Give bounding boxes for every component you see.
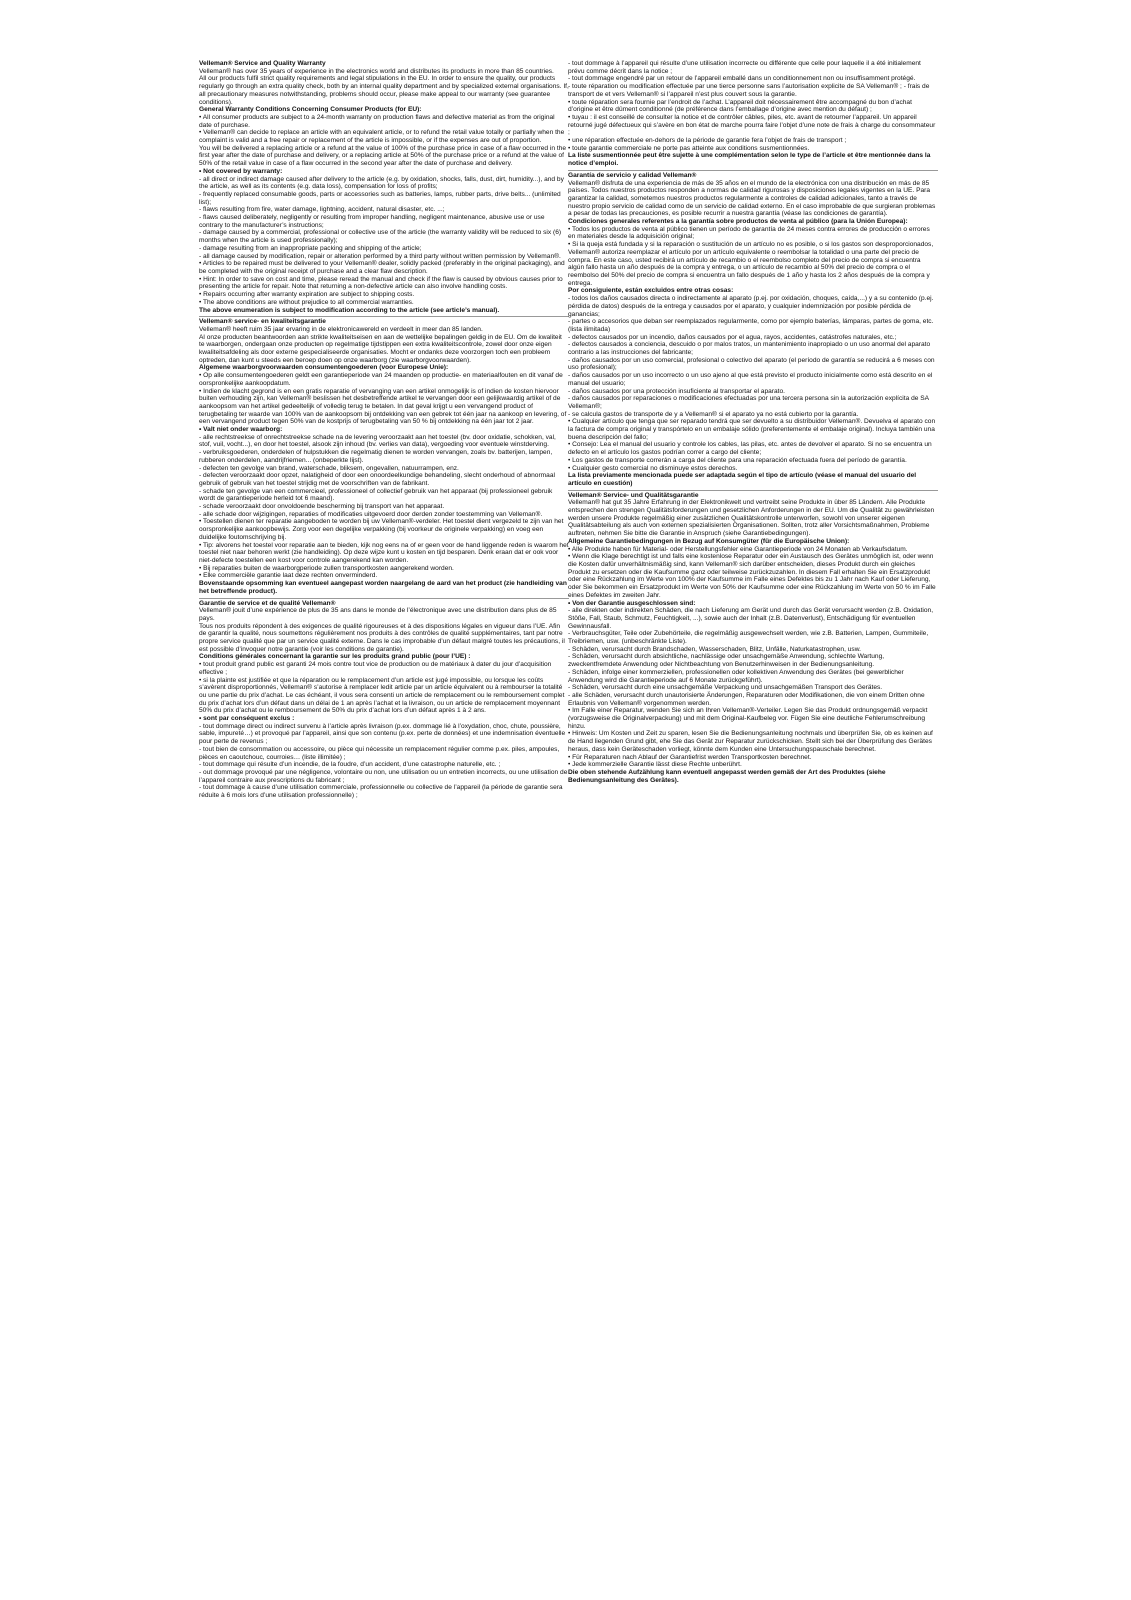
paragraph: - partes o accesorios que deban ser reemplazados regularmente, como por ejemplo baterías, lámparas, partes de goma, etc. (lista ilimitada) (568, 318, 934, 333)
warranty-section (568, 60, 938, 168)
paragraph: - Verbrauchsgüter, Teile oder Zubehörteile, die regelmäßig ausgewechselt werden, wie z.B. Batterien, Lampen, Gummiteile, Treibriemen, usw. (unbeschränkte Liste). (568, 630, 929, 646)
paragraph: - all direct or indirect damage caused after delivery to the article (e.g. by oxidation, shocks, falls, dust, dirt, humidity...), and by the article, as well as its contents (e.g. data loss), compensation for loss of profits; (199, 175, 564, 191)
paragraph: Velleman® disfruta de una experiencia de más de 35 años en el mundo de la electrónica con una distribución en más de 85 países. Todos nuestros productos responden a normas de calidad rigurosas y disposiciones legales vigentes en la UE. Para garantizar la calidad, sometemos nuestros productos regularmente a controles de calidad adicionales, tanto a través de nuestro propio servicio de calidad como de un servicio de calidad externo. En el caso improbable de que surgieran problemas a pesar de todas las precauciones, es posible recurrir a nuestra garantía (véase las condiciones de garantía). (568, 179, 936, 218)
paragraph: • Tip: alvorens het toestel voor reparatie aan te bieden, kijk nog eens na of er geen voor de hand liggende reden is waarom het toestel niet naar behoren werkt (zie handleiding). Op deze wijze kunt u kosten en tijd besparen. Denk eraan dat er ook voor niet-defecte toestellen een kost voor controle aangerekend kan worden. (199, 541, 569, 564)
paragraph: - damage resulting from an inappropriate packing and shipping of the article; (199, 244, 422, 252)
paragraph: • The above conditions are without prejudice to all commercial warranties. (199, 298, 414, 306)
paragraph: - tout dommage direct ou indirect survenu à l’article après livraison (p.ex. dommage lié à l’oxydation, choc, chute, poussière, sable, impureté…) et provoqué par l’appareil, ainsi que son contenu (p.ex. perte de données) et une indemnisation éventuelle pour perte de revenus ; (199, 722, 566, 746)
section-title: Velleman® Service and Quality Warranty (199, 60, 326, 67)
paragraph: All our products fulfil strict quality requirements and legal stipulations in the EU. In order to ensure the quality, our products regularly go through an extra quality check, both by an internal quality department and by specialized external organisations. If, all precautionary measures notwithstanding, problems should occur, please make appeal to our warranty (see guarantee conditions). (199, 75, 569, 106)
section-title: Velleman® service- en kwaliteitsgarantie (199, 318, 326, 326)
bold-paragraph: Algemene waarborgvoorwaarden consumentengoederen (voor Europese Unie): (199, 364, 449, 372)
paragraph: - tout dommage qui résulte d’un incendie, de la foudre, d’un accident, d’une catastrophe naturelle, etc. ; (199, 761, 501, 769)
paragraph: - tout dommage à l’appareil qui résulte d’une utilisation incorrecte ou différente que celle pour laquelle il a été initialement prévu comme décrit dans la notice ; (568, 60, 921, 75)
paragraph: • Cualquier gesto comercial no disminuye estos derechos. (568, 464, 738, 472)
paragraph: • Repairs occurring after warranty expiration are subject to shipping costs. (199, 291, 415, 299)
paragraph: • Elke commerciële garantie laat deze rechten onverminderd. (199, 572, 378, 580)
paragraph: • Für Reparaturen nach Ablauf der Garantiefrist werden Transportkosten berechnet. (568, 753, 812, 761)
paragraph: • Articles to be repaired must be delivered to your Velleman® dealer, solidly packed (preferably in the original packaging), and be completed with the original receipt of purchase and a clear flaw description. (199, 260, 565, 275)
paragraph: - defectos causados a conciencia, descuido o por malos tratos, un mantenimiento inapropiado o un uso anormal del aparato contrario a las instrucciones del fabricante; (568, 341, 931, 357)
paragraph: • Cualquier artículo que tenga que ser reparado tendrá que ser devuelto a su distribuidor Velleman®. Devuelva el aparato con la factura de compra original y transpórtelo en un embalaje sólido (preferentemente el embalaje original). Incluya también una buena descripción del fallo; (568, 418, 936, 441)
paragraph: - all damage caused by modification, repair or alteration performed by a third party without written permission by Velleman®. (199, 252, 561, 260)
paragraph: - verbruiksgoederen, onderdelen of hulpstukken die regelmatig dienen te worden vervangen, zoals bv. batterijen, lampen, rubberen onderdelen, aandrijfriemen... (onbeperkte lijst). (199, 449, 553, 464)
bold-paragraph: • Not covered by warranty: (199, 167, 283, 175)
paragraph: Al onze producten beantwoorden aan strikte kwaliteitseisen en aan de wettelijke bepalingen geldig in de EU. Om de kwaliteit te waarborgen, ondergaan onze producten op regelmatige tijdstippen een extra kwaliteitscontrole, zowel door onze eigen kwaliteitsafdeling als door externe gespecialiseerde organisaties. Mocht er ondanks deze voorzorgen toch een probleem optreden, dan kunt u steeds een beroep doen op onze waarborg (zie waarborgvoorwaarden). (199, 333, 562, 364)
paragraph: - tout dommage à cause d’une utilisation commerciale, professionnelle ou collective de l’appareil (la période de garantie sera réduite à 6 mois lors d’une utilisation professionnelle) ; (199, 784, 563, 800)
paragraph: • si la plainte est justifiée et que la réparation ou le remplacement d’un article est jugé impossible, ou lorsque les coûts s’avèrent disproportionnés, Velleman® s’autorise à remplacer ledit article par un article équivalent ou à rembourser la totalité ou une partie du prix d’achat. Le cas échéant, il vous sera consenti un article de remplacement ou le remboursement complet du prix d’achat lors d’un défaut dans un délai de 1 an après l’achat et la livraison, ou un article de remplacement moyennant 50% du prix d’achat ou le remboursement de 50% du prix d’achat lors d’un défaut après 1 à 2 ans. (199, 676, 565, 715)
bold-paragraph: Die oben stehende Aufzählung kann eventuell angepasst werden gemäß der Art des Produktes (siehe Bedienungsanleitung des Gerätes). (568, 768, 886, 784)
paragraph: • Toestellen dienen ter reparatie aangeboden te worden bij uw Velleman®-verdeler. Het toestel dient vergezeld te zijn van het oorspronkelijke aankoopbewijs. Zorg voor een degelijke verpakking (bij voorkeur de originele verpakking) en voeg een duidelijke foutomschrijving bij. (199, 518, 564, 541)
paragraph: - alle direkten oder indirekten Schäden, die nach Lieferung am Gerät und durch das Gerät verursacht werden (z.B. Oxidation, Stöße, Fall, Staub, Schmutz, Feuchtigkeit, ...), sowie auch der Inhalt (z.B. Datenverlust), Entschädigung für eventuellen Gewinnausfall. (568, 607, 934, 630)
paragraph: - damage caused by a commercial, professional or collective use of the article (the warranty validity will be reduced to six (6) months when the article is used professionally); (199, 229, 562, 245)
paragraph: - flaws caused deliberately, negligently or resulting from improper handling, negligent maintenance, abusive use or use contrary to the manufacturer’s instructions; (199, 214, 545, 229)
warranty-section (568, 490, 938, 785)
paragraph: • Si la queja está fundada y si la reparación o sustitución de un artículo no es posible, o si los gastos son desproporcionados, Velleman® autoriza reemplazar el artículo por un artículo equivalente o reembolsar la totalidad o una parte del precio de compra. En este caso, usted recibirá un artículo de recambio o el reembolso completo del precio de compra si encuentra algún fallo hasta un año después de la compra y entrega, o un artículo de recambio al 50% del precio de compra o el reembolso del 50% del precio de compra si encuentra un fallo después de 1 año y hasta los 2 años después de la compra y entrega. (568, 241, 934, 287)
warranty-section (199, 598, 569, 800)
paragraph: - defectos causados por un incendio, daños causados por el agua, rayos, accidentes, catástrofes naturales, etc.; (568, 333, 897, 341)
paragraph: • Alle Produkte haben für Material- oder Herstellungsfehler eine Garantieperiode von 24 Monaten ab Verkaufsdatum. (568, 545, 908, 553)
section-title: Garantía de servicio y calidad Velleman® (568, 171, 697, 179)
paragraph: • Jede kommerzielle Garantie lässt diese Rechte unberührt. (568, 761, 742, 769)
section-title: Velleman® Service- und Qualitätsgarantie (568, 491, 699, 499)
bold-paragraph: La liste susmentionnée peut être sujette à une complémentation selon le type de l’article et être mentionnée dans la notice d’emploi. (568, 152, 931, 168)
bold-paragraph: Bovenstaande opsomming kan eventueel aangepast worden naargelang de aard van het product (zie handleiding van het betreffende product). (199, 580, 567, 595)
bold-paragraph: The above enumeration is subject to modification according to the article (see article’s manual). (199, 306, 500, 314)
paragraph: - daños causados por una protección insuficiente al transportar el aparato. (568, 387, 785, 395)
paragraph: - flaws resulting from fire, water damage, lightning, accident, natural disaster, etc. ...; (199, 206, 445, 214)
paragraph: - out dommage provoqué par une négligence, volontaire ou non, une utilisation ou un entretien incorrects, ou une utilisation de l’appareil contraire aux prescriptions du fabricant ; (199, 768, 568, 784)
paragraph: - daños causados por un uso comercial, profesional o colectivo del aparato (el período de garantía se reducirá a 6 meses con uso profesional); (568, 356, 935, 372)
paragraph: • toute garantie commerciale ne porte pas atteinte aux conditions susmentionnées. (568, 144, 810, 152)
paragraph: - tout dommage engendré par un retour de l’appareil emballé dans un conditionnement non ou insuffisamment protégé. (568, 75, 916, 83)
paragraph: • toute réparation sera fournie par l’endroit de l’achat. L’appareil doit nécessairement être accompagné du bon d’achat d’origine et être dûment conditionné (de préférence dans l’emballage d’origine avec mention du défaut) ; (568, 98, 912, 114)
paragraph: • Wenn die Klage berechtigt ist und falls eine kostenlose Reparatur oder ein Austausch des Gerätes unmöglich ist, oder wenn die Kosten dafür unverhältnismäßig sind, kann Velleman® sich darüber entscheiden, dieses Produkt durch ein gleiches Produkt zu ersetzen oder die Kaufsumme ganz oder teilweise zurückzuzahlen. In diesem Fall erhalten Sie ein Ersatzprodukt oder eine Rückzahlung im Werte von 100% der Kaufsumme im Falle eines Defektes bis zu 1 Jahr nach Kauf oder Lieferung, oder Sie bekommen ein Ersatzprodukt im Werte von 50% der Kaufsumme oder eine Rückzahlung im Werte von 50 % im Falle eines Defektes im zweiten Jahr. (568, 553, 936, 599)
bold-paragraph: • Valt niet onder waarborg: (199, 426, 283, 434)
paragraph: - tout bien de consommation ou accessoire, ou pièce qui nécessite un remplacement régulier comme p.ex. piles, ampoules, pièces en caoutchouc, courroies… (liste illimitée) ; (199, 745, 560, 761)
bold-paragraph: La lista previamente mencionada puede ser adaptada según el tipo de artículo (véase el manual del usuario del artículo en cuestión) (568, 472, 917, 487)
paragraph: - alle schade door wijzigingen, reparaties of modificaties uitgevoerd door derden zonder toestemming van Velleman®. (199, 510, 543, 518)
paragraph: Tous nos produits répondent à des exigences de qualité rigoureuses et à des dispositions légales en vigueur dans l’UE. Afin de garantir la qualité, nous soumettons régulièrement nos produits à des contrôles de qualité supplémentaires, tant par notre propre service qualité que par un service qualité externe. Dans le cas improbable d’un défaut malgré toutes les précautions, il est possible d’invoquer notre garantie (voir les conditions de garantie). (199, 622, 565, 653)
paragraph: - defecten veroorzaakt door opzet, nalatigheid of door een onoordeelkundige behandeling, slecht onderhoud of abnormaal gebruik of gebruik van het toestel strijdig met de voorschriften van de fabrikant. (199, 472, 555, 487)
paragraph: You will be delivered a replacing article or a refund at the value of 100% of the purchase price in case of a flaw occurred in the first year after the date of purchase and delivery, or a replacing article at 50% of the purchase price or a refund at the value of 50% of the retail value in case of a flaw occurred in the second year after the date of purchase and delivery. (199, 144, 567, 168)
paragraph: - defecten ten gevolge van brand, waterschade, bliksem, ongevallen, natuurrampen, enz. (199, 464, 459, 472)
warranty-section (199, 60, 569, 314)
bold-paragraph: Por consiguiente, están excluidos entre otras cosas: (568, 287, 734, 295)
paragraph: Velleman® jouit d’une expérience de plus de 35 ans dans le monde de l’électronique avec une distribution dans plus de 85 pays. (199, 607, 557, 622)
paragraph: - todos los daños causados directa o indirectamente al aparato (p.ej. por oxidación, choques, caída,...) y a su contenido (p.ej. pérdida de datos) después de la entrega y causados por el aparato, y cualquier indemnización por posible pérdida de ganancias; (568, 295, 934, 318)
bold-paragraph: Condiciones generales referentes a la garantía sobre productos de venta al público (para la Unión Europea): (568, 218, 908, 226)
bold-paragraph: Conditions générales concernant la garantie sur les produits grand public (pour l’UE) : (199, 653, 471, 661)
warranty-column-left (199, 60, 569, 1360)
paragraph: - Schäden, verursacht durch eine unsachgemäße Verpackung und unsachgemäßen Transport des Gerätes. (568, 684, 883, 692)
paragraph: • Im Falle einer Reparatur, wenden Sie sich an Ihren Velleman®-Verteiler. Legen Sie das Produkt ordnungsgemäß verpackt (vorzugsweise die Originalverpackung) und mit dem Original-Kaufbeleg vor. Fügen Sie eine deutliche Fehlerumschreibung hinzu. (568, 707, 928, 730)
warranty-section (199, 316, 569, 595)
bold-paragraph: General Warranty Conditions Concerning Consumer Products (for EU): (199, 106, 422, 114)
paragraph: • une réparation effectuée en-dehors de la période de garantie fera l’objet de frais de transport ; (568, 137, 847, 145)
paragraph: • Bij reparaties buiten de waarborgperiode zullen transportkosten aangerekend worden. (199, 564, 454, 572)
paragraph: • Velleman® can decide to replace an article with an equivalent article, or to refund the retail value totally or partially when the complaint is valid and a free repair or replacement of the article is impossible, or if the expenses are out of proportion. (199, 129, 565, 145)
bold-paragraph: • sont par conséquent exclus : (199, 715, 295, 723)
paragraph: - daños causados por reparaciones o modificaciones efectuadas por una tercera persona sin la autorización explícita de SA Velleman®; (568, 395, 929, 410)
paragraph: • Todos los productos de venta al público tienen un período de garantía de 24 meses contra errores de producción o errores en materiales desde la adquisición original; (568, 225, 930, 241)
paragraph: - frequently replaced consumable goods, parts or accessories such as batteries, lamps, rubber parts, drive belts... (unlimited list); (199, 190, 561, 206)
paragraph: • tout produit grand public est garanti 24 mois contre tout vice de production ou de matériaux à dater du jour d’acquisition effective ; (199, 661, 552, 676)
paragraph: - daños causados por un uso incorrecto o un uso ajeno al que está previsto el producto inicialmente como está descrito en el manual del usuario; (568, 372, 933, 387)
paragraph: • Op alle consumentengoederen geldt een garantieperiode van 24 maanden op productie- en materiaalfouten en dit vanaf de oorspronkelijke aankoopdatum. (199, 372, 563, 387)
paragraph: - schade ten gevolge van een commercieel, professioneel of collectief gebruik van het apparaat (bij professioneel gebruik wordt de garantieperiode herleid tot 6 maand). (199, 487, 553, 503)
paragraph: - Schäden, verursacht durch Brandschaden, Wasserschaden, Blitz, Unfälle, Naturkatastrophen, usw. (568, 645, 861, 653)
section-title: Garantie de service et de qualité Velleman® (199, 599, 336, 607)
paragraph: - Schäden, infolge einer kommerziellen, professionellen oder kollektiven Anwendung des Gerätes (bei gewerblicher Anwendung wird die Garantieperiode auf 6 Monate zurückgeführt). (568, 668, 904, 684)
bold-paragraph: • Von der Garantie ausgeschlossen sind: (568, 599, 696, 607)
warranty-column-right (568, 60, 938, 1360)
paragraph: - toute réparation ou modification effectuée par une tierce personne sans l’autorisation explicite de SA Velleman® ; - frais de transport de et vers Velleman® si l’appareil n’est plus couvert sous la garantie. (568, 83, 930, 98)
paragraph: Velleman® hat gut 35 Jahre Erfahrung in der Elektronikwelt und vertreibt seine Produkte in über 85 Ländern. Alle Produkte entsprechen den strengen Qualitätsforderungen und gesetzlichen Anforderungen in der EU. Um die Qualität zu gewährleisten werden unsere Produkte regelmäßig einer zusätzlichen Qualitätskontrolle unterworfen, sowohl von unserer eigenen Qualitätsabteilung als auch von externen spezialisierten Organisationen. Sollten, trotz aller Vorsichtsmaßnahmen, Probleme auftreten, nehmen Sie bitte die Garantie in Anspruch (siehe Garantiebedingungen). (568, 499, 935, 538)
paragraph: • Hinweis: Um Kosten und Zeit zu sparen, lesen Sie die Bedienungsanleitung nochmals und überprüfen Sie, ob es keinen auf de Hand liegenden Grund gibt, ehe Sie das Gerät zur Reparatur zurückschicken. Stellt sich bei der Überprüfung des Gerätes heraus, dass kein Geräteschaden vorliegt, könnte dem Kunden eine Untersuchungspauschale berechnet. (568, 730, 933, 753)
paragraph: Velleman® has over 35 years of experience in the electronics world and distributes its products in more than 85 countries. (199, 67, 554, 75)
paragraph: Velleman® heeft ruim 35 jaar ervaring in de elektronicawereld en verdeelt in meer dan 85 landen. (199, 325, 483, 333)
paragraph: - Schäden, verursacht durch absichtliche, nachlässige oder unsachgemäße Anwendung, schlechte Wartung, zweckentfremdete Anwendung oder Nichtbeachtung von Benutzerhinweisen in der Bedienungsanleitung. (568, 653, 885, 669)
paragraph: • Consejo: Lea el manual del usuario y controle los cables, las pilas, etc. antes de devolver el aparato. Si no se encuentra un defecto en el artículo los gastos podrían correr a cargo del cliente; (568, 441, 932, 457)
paragraph: - alle rechtstreekse of onrechtstreekse schade na de levering veroorzaakt aan het toestel (bv. door oxidatie, schokken, val, stof, vuil, vocht...), en door het toestel, alsook zijn inhoud (bv. verlies van data), vergoeding voor eventuele winstderving. (199, 433, 556, 449)
paragraph: • tuyau : il est conseillé de consulter la notice et de contrôler câbles, piles, etc. avant de retourner l’appareil. Un appareil retourné jugé défectueux qui s’avère en bon état de marche pourra faire l’objet d’une note de frais à charge du consommateur ; (568, 113, 936, 137)
paragraph: - schade veroorzaakt door onvoldoende bescherming bij transport van het apparaat. (199, 503, 445, 511)
paragraph: • Indien de klacht gegrond is en een gratis reparatie of vervanging van een artikel onmogelijk is of indien de kosten hiervoor buiten verhouding zijn, kan Velleman® beslissen het desbetreffende artikel te vervangen door een gelijkwaardig artikel of de aankoopsom van het artikel gedeeltelijk of volledig terug te betalen. In dat geval krijgt u een vervangend product of terugbetaling ter waarde van 100% van de aankoopsom bij ontdekking van een gebrek tot één jaar na aankoop en levering, of een vervangend product tegen 50% van de kostprijs of terugbetaling van 50 % bij ontdekking na één jaar tot 2 jaar. (199, 387, 567, 426)
bold-paragraph: Allgemeine Garantiebedingungen in Bezug auf Konsumgüter (für die Europäische Union): (568, 537, 850, 545)
paragraph: - alle Schäden, verursacht durch unautorisierte Änderungen, Reparaturen oder Modifikationen, die von einem Dritten ohne Erlaubnis von Velleman® vorgenommen werden. (568, 691, 925, 707)
paragraph: • Los gastos de transporte correrán a carga del cliente para una reparación efectuada fuera del período de garantía. (568, 456, 907, 464)
paragraph: - se calcula gastos de transporte de y a Velleman® si el aparato ya no está cubierto por la garantía. (568, 410, 859, 418)
paragraph: • Hint: In order to save on cost and time, please reread the manual and check if the flaw is caused by obvious causes prior to presenting the article for repair. Note that returning a non-defective article can also involve handling costs. (199, 275, 563, 291)
warranty-section (568, 170, 938, 488)
paragraph: • All consumer products are subject to a 24-month warranty on production flaws and defective material as from the original date of purchase. (199, 113, 555, 129)
